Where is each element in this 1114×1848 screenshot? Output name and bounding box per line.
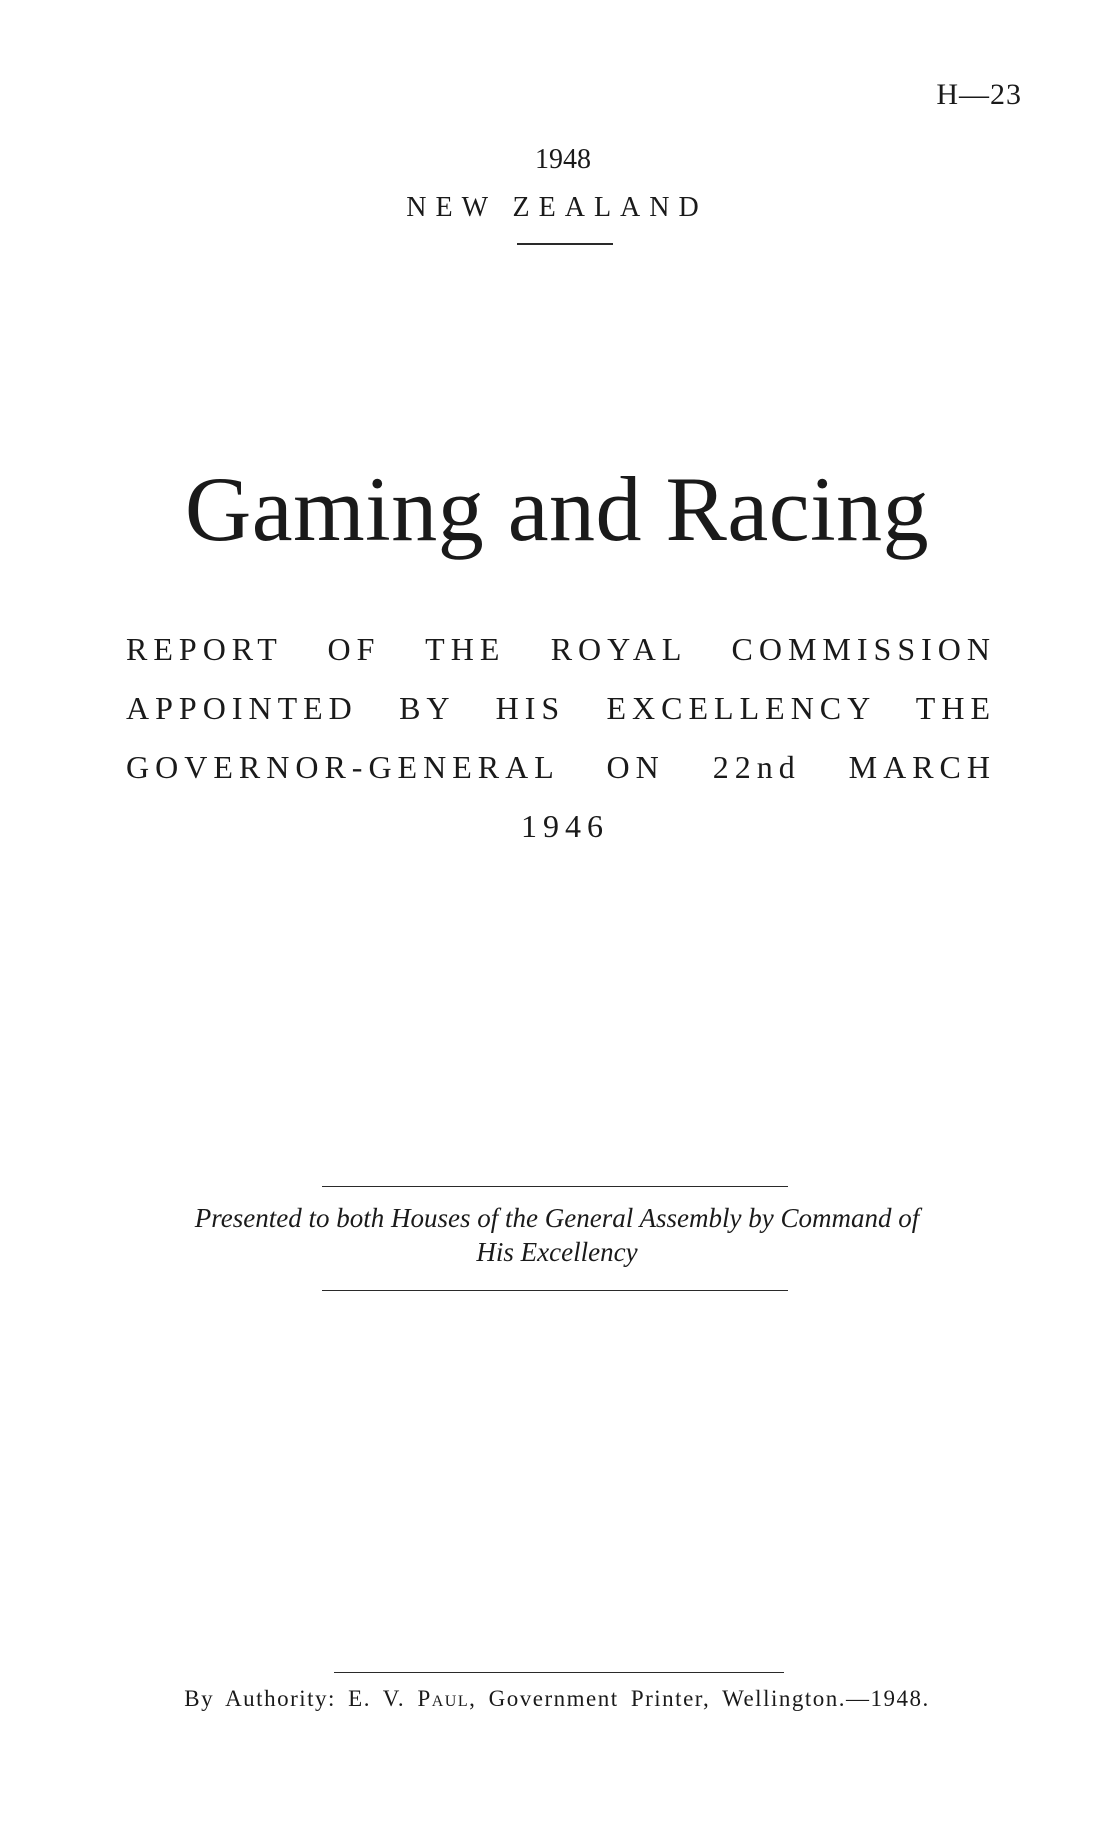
subtitle-line-2: APPOINTED BY HIS EXCELLENCY THE [126,690,996,726]
report-subtitle [126,620,996,856]
presented-statement [100,1201,1014,1269]
subtitle-line-4: 1946 [521,808,609,844]
subtitle-line-3: GOVERNOR-GENERAL ON 22nd MARCH [126,749,996,785]
document-title: Gaming and Racing [184,458,930,560]
imprint-divider [334,1672,784,1673]
presented-bottom-divider [322,1290,788,1291]
printer-imprint [0,1686,1114,1712]
document-reference: H—23 [936,78,1022,111]
subtitle-line-1: REPORT OF THE ROYAL COMMISSION [126,631,996,667]
presented-line-1: Presented to both Houses of the General Assembly by Command of [194,1203,920,1233]
presented-line-2: His Excellency [476,1237,638,1267]
imprint-suffix: Government Printer, Wellington.—1948. [488,1686,930,1711]
header-divider [517,243,613,245]
country-heading: NEW ZEALAND [406,192,708,223]
imprint-prefix: By Authority: [184,1686,336,1711]
presented-top-divider [322,1186,788,1187]
publication-year: 1948 [535,144,591,175]
imprint-surname: Paul, [417,1686,477,1711]
imprint-initials: E. V. [348,1686,406,1711]
